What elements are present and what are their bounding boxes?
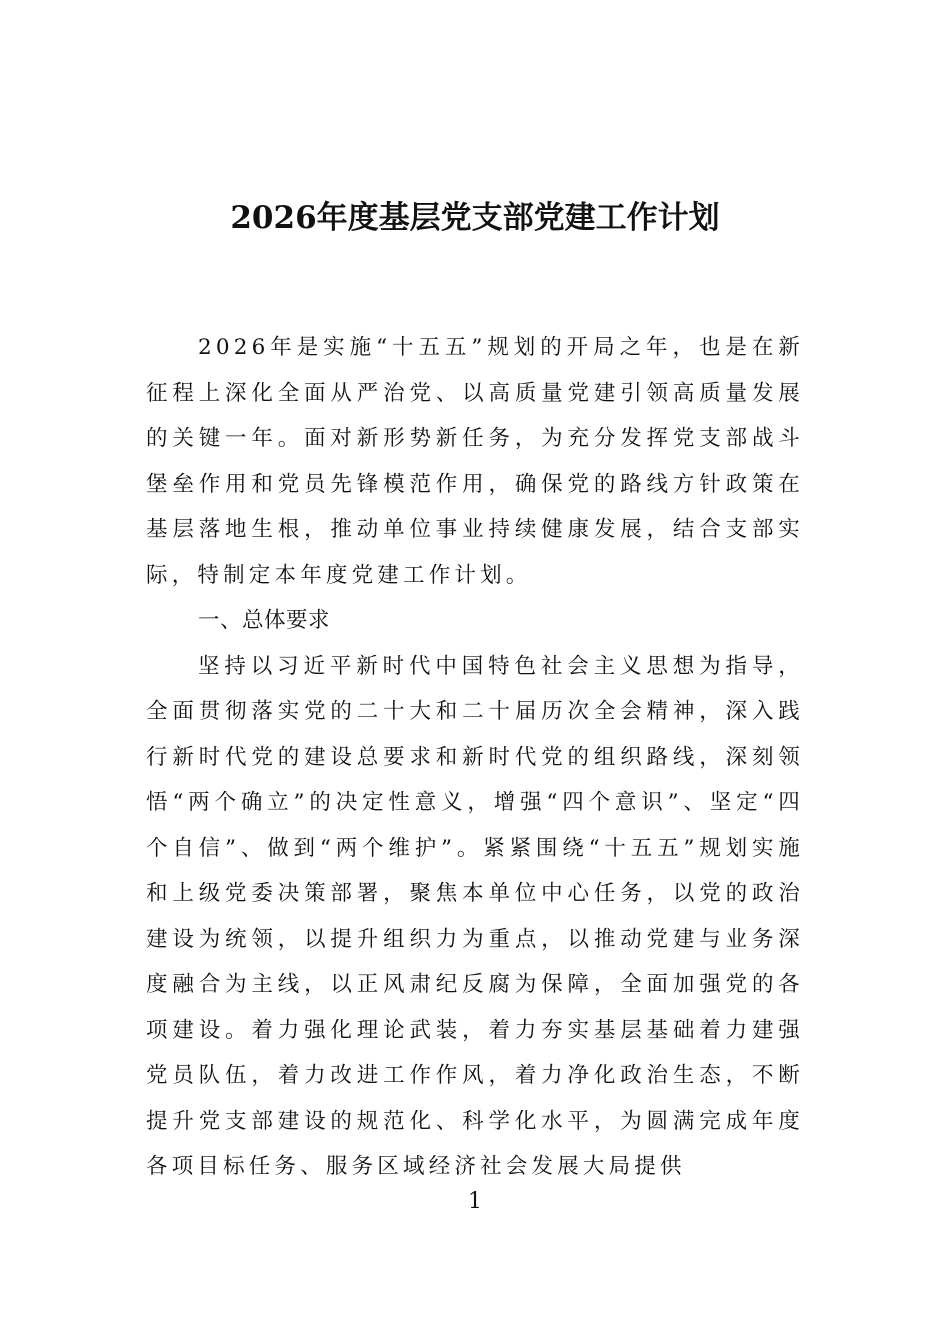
intro-paragraph: 2026年是实施“十五五”规划的开局之年，也是在新征程上深化全面从严治党、以高质量党建引领高质量发展的关键一年。面对新形势新任务，为充分发挥党支部战斗堡垒作用和党员先锋模范作用，确保党的路线方针政策在基层落地生根，推动单位事业持续健康发展，结合支部实际，特制定本年度党建工作计划。 [146, 335, 804, 588]
page-number: 1 [468, 1189, 482, 1214]
section-paragraph-overall-requirements: 坚持以习近平新时代中国特色社会主义思想为指导，全面贯彻落实党的二十大和二十届历次全会精神，深入践行新时代党的建设总要求和新时代党的组织路线，深刻领悟“两个确立”的决定性意义，增强“四个意识”、坚定“四个自信”、做到“两个维护”。紧紧围绕“十五五”规划实施和上级党委决策部署，聚焦本单位中心任务，以党的政治建设为统领，以提升组织力为重点，以推动党建与业务深度融合为主线，以正风肃纪反腐为保障，全面加强党的各项建设。着力强化理论武装，着力夯实基层基础着力建强党员队伍，着力改进工作作风，着力净化政治生态，不断提升党支部建设的规范化、科学化水平，为圆满完成年度各项目标任务、服务区域经济社会发展大局提供 [146, 653, 804, 1179]
document-title: 2026年度基层党支部党建工作计划 [230, 200, 720, 236]
section-heading-overall-requirements: 一、总体要求 [198, 608, 331, 633]
document-body [146, 325, 804, 1190]
